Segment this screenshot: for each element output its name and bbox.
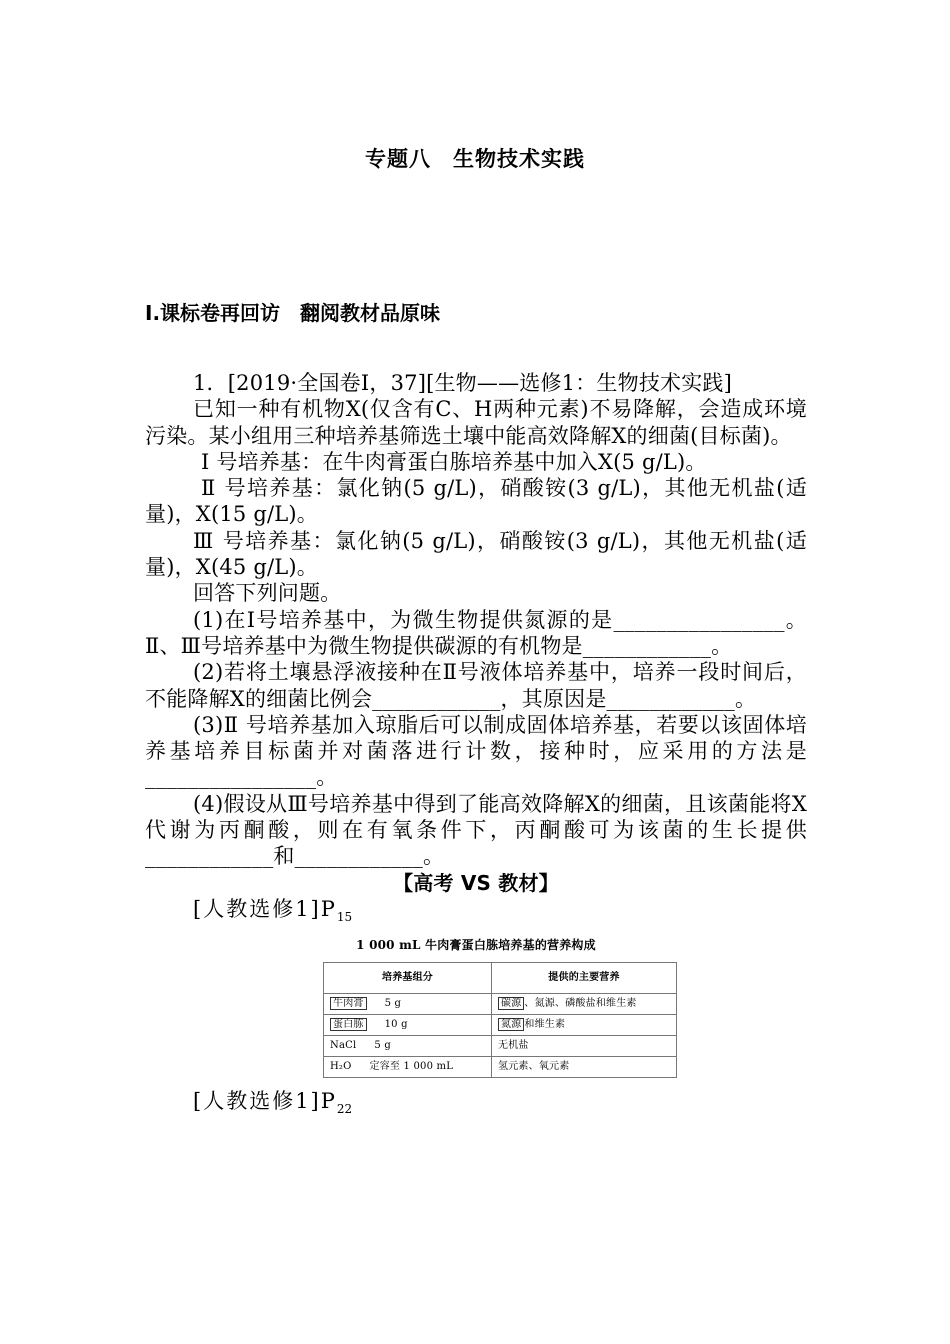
table-row xyxy=(324,1036,677,1057)
reference-page: 15 xyxy=(336,910,353,925)
table-row xyxy=(324,1015,677,1036)
component-amount: 10 g xyxy=(384,1019,408,1031)
component-cell xyxy=(324,994,492,1015)
textbook-reference-2 xyxy=(145,1088,807,1122)
sub-question-3: (3)Ⅱ 号培养基加入琼脂后可以制成固体培养基，若要以该固体培养基培养目标菌并对菌落进行计数，接种时，应采用的方法是________________。 xyxy=(145,712,807,790)
table-row xyxy=(324,994,677,1015)
page-title: 专题八 生物技术实践 xyxy=(365,147,585,171)
table-header: 提供的主要营养 xyxy=(492,963,677,994)
nutrient-cell xyxy=(492,1057,677,1078)
component-name: 牛肉膏 xyxy=(330,997,367,1010)
component-name: H₂O xyxy=(330,1061,352,1073)
reference-text: [人教选修1]P xyxy=(193,1089,337,1114)
nutrient-boxed: 碳源 xyxy=(498,997,524,1010)
nutrient-text: 和维生素 xyxy=(524,1019,566,1031)
reference-text: [人教选修1]P xyxy=(193,896,337,921)
nutrient-cell xyxy=(492,994,677,1015)
nutrient-cell xyxy=(492,1036,677,1057)
nutrient-table xyxy=(323,962,677,1078)
answer-prompt: 回答下列问题。 xyxy=(193,581,342,606)
nutrient-cell xyxy=(492,1015,677,1036)
medium-1: Ⅰ 号培养基：在牛肉膏蛋白胨培养基中加入X(5 g/L)。 xyxy=(201,449,707,474)
nutrient-boxed: 氮源 xyxy=(498,1018,524,1031)
component-name: 蛋白胨 xyxy=(330,1018,367,1031)
nutrient-text: 氢元素、氧元素 xyxy=(498,1061,570,1073)
table-caption: 1 000 mL 牛肉膏蛋白胨培养基的营养构成 xyxy=(356,938,596,953)
table-header-row xyxy=(324,963,677,994)
component-cell xyxy=(324,1015,492,1036)
sub-question-4: (4)假设从Ⅲ号培养基中得到了能高效降解X的细菌，且该菌能将X代谢为丙酮酸，则在有氧条件下，丙酮酸可为该菌的生长提供____________和____________。 xyxy=(145,791,807,869)
component-cell xyxy=(324,1057,492,1078)
component-name: NaCl xyxy=(330,1040,357,1052)
section-heading: Ⅰ.课标卷再回访 翻阅教材品原味 xyxy=(145,301,441,325)
table-header: 培养基组分 xyxy=(324,963,492,994)
table-row xyxy=(324,1057,677,1078)
textbook-reference-1 xyxy=(145,896,807,930)
component-cell xyxy=(324,1036,492,1057)
question-content xyxy=(145,370,807,1123)
nutrient-text: 、氮源、磷酸盐和维生素 xyxy=(524,998,637,1010)
compare-heading: 【高考 VS 教材】 xyxy=(393,870,559,895)
sub-question-1: (1)在Ⅰ号培养基中，为微生物提供氮源的是________________。Ⅱ、Ⅲ号培养基中为微生物提供碳源的有机物是____________。 xyxy=(145,607,807,658)
component-amount: 定容至 1 000 mL xyxy=(369,1061,454,1073)
medium-2: Ⅱ 号培养基：氯化钠(5 g/L)，硝酸铵(3 g/L)，其他无机盐(适量)，X(15 g/L)。 xyxy=(145,476,807,527)
question-header: 1．[2019·全国卷Ⅰ，37][生物——选修1：生物技术实践] xyxy=(193,371,733,395)
reference-page: 22 xyxy=(336,1102,353,1117)
sub-question-2: (2)若将土壤悬浮液接种在Ⅱ号液体培养基中，培养一段时间后，不能降解X的细菌比例会____________，其原因是____________。 xyxy=(145,660,807,711)
medium-3: Ⅲ 号培养基：氯化钠(5 g/L)，硝酸铵(3 g/L)，其他无机盐(适量)，X(45 g/L)。 xyxy=(145,528,807,580)
question-intro: 已知一种有机物X(仅含有C、H两种元素)不易降解，会造成环境污染。某小组用三种培养基筛选土壤中能高效降解X的细菌(目标菌)。 xyxy=(145,397,807,448)
nutrient-text: 无机盐 xyxy=(498,1040,529,1052)
component-amount: 5 g xyxy=(384,998,402,1010)
component-amount: 5 g xyxy=(374,1040,391,1052)
